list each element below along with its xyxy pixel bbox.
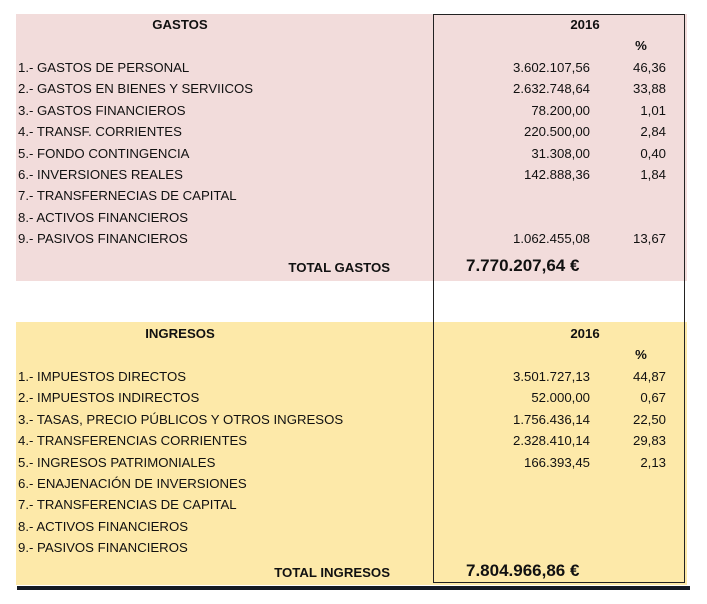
gastos-row-label: 6.- INVERSIONES REALES: [18, 167, 183, 182]
gastos-row-percent: 0,40: [640, 145, 666, 161]
gastos-row-percent: 2,84: [640, 124, 666, 140]
bottom-rule: [17, 586, 690, 590]
gastos-row-amount: 1.062.455,08: [512, 231, 590, 247]
ingresos-year-header: 2016: [570, 326, 600, 341]
gastos-row-percent: 33,88: [632, 81, 666, 97]
gastos-pct-header: %: [635, 38, 647, 53]
ingresos-total-label: TOTAL INGRESOS: [274, 565, 390, 580]
ingresos-row-percent: 44,87: [632, 369, 666, 384]
ingresos-row-amount: 166.393,45: [523, 454, 590, 470]
ingresos-row-label: 1.- IMPUESTOS DIRECTOS: [18, 369, 187, 384]
ingresos-row-label: 8.- ACTIVOS FINANCIEROS: [18, 518, 189, 534]
gastos-row-amount: 142.888,36: [523, 167, 590, 182]
ingresos-row-percent: 2,13: [640, 454, 666, 470]
ingresos-row-amount: 2.328.410,14: [512, 433, 590, 449]
gastos-row-label: 2.- GASTOS EN BIENES Y SERVIICOS: [18, 81, 254, 97]
gastos-row-label: 8.- ACTIVOS FINANCIEROS: [18, 209, 189, 225]
ingresos-row-amount: 52.000,00: [531, 390, 590, 406]
ingresos-row-label: 4.- TRANSFERENCIAS CORRIENTES: [18, 433, 248, 449]
ingresos-row-label: 9.- PASIVOS FINANCIEROS: [18, 540, 188, 556]
gastos-row-label: 9.- PASIVOS FINANCIEROS: [18, 231, 188, 247]
ingresos-row-percent: 29,83: [632, 433, 666, 449]
gastos-row-label: 7.- TRANSFERNECIAS DE CAPITAL: [18, 188, 237, 204]
gastos-row-percent: 1,84: [640, 167, 666, 182]
ingresos-row-label: 2.- IMPUESTOS INDIRECTOS: [18, 390, 200, 406]
gastos-row-amount: 2.632.748,64: [512, 81, 590, 97]
ingresos-row-amount: 3.501.727,13: [512, 369, 590, 384]
gastos-row-percent: 1,01: [640, 102, 666, 118]
ingresos-row-percent: 22,50: [632, 411, 666, 427]
gastos-row-amount: 3.602.107,56: [512, 60, 590, 75]
gastos-total-label: TOTAL GASTOS: [288, 260, 390, 275]
gastos-row-label: 4.- TRANSF. CORRIENTES: [18, 124, 182, 140]
gastos-row-amount: 78.200,00: [531, 102, 590, 118]
gastos-title: GASTOS: [152, 17, 208, 32]
ingresos-row-label: 3.- TASAS, PRECIO PÚBLICOS Y OTROS INGRESOS: [18, 411, 344, 427]
gastos-row-label: 1.- GASTOS DE PERSONAL: [18, 60, 190, 75]
ingresos-row-label: 5.- INGRESOS PATRIMONIALES: [18, 454, 216, 470]
ingresos-row-label: 7.- TRANSFERENCIAS DE CAPITAL: [18, 497, 237, 513]
gastos-row-percent: 13,67: [632, 231, 666, 247]
gastos-row-label: 5.- FONDO CONTINGENCIA: [18, 145, 190, 161]
gastos-year-header: 2016: [570, 17, 600, 32]
gastos-row-amount: 220.500,00: [523, 124, 590, 140]
ingresos-row-percent: 0,67: [640, 390, 666, 406]
ingresos-row-label: 6.- ENAJENACIÓN DE INVERSIONES: [18, 476, 247, 491]
ingresos-title: INGRESOS: [145, 326, 215, 341]
gastos-row-amount: 31.308,00: [531, 145, 590, 161]
gastos-row-percent: 46,36: [632, 60, 666, 75]
ingresos-total-value: 7.804.966,86 €: [466, 561, 580, 580]
gastos-total-value: 7.770.207,64 €: [466, 256, 580, 275]
gastos-row-label: 3.- GASTOS FINANCIEROS: [18, 102, 186, 118]
ingresos-pct-header: %: [635, 347, 647, 362]
year-column-box: [433, 14, 685, 583]
ingresos-row-amount: 1.756.436,14: [512, 411, 590, 427]
